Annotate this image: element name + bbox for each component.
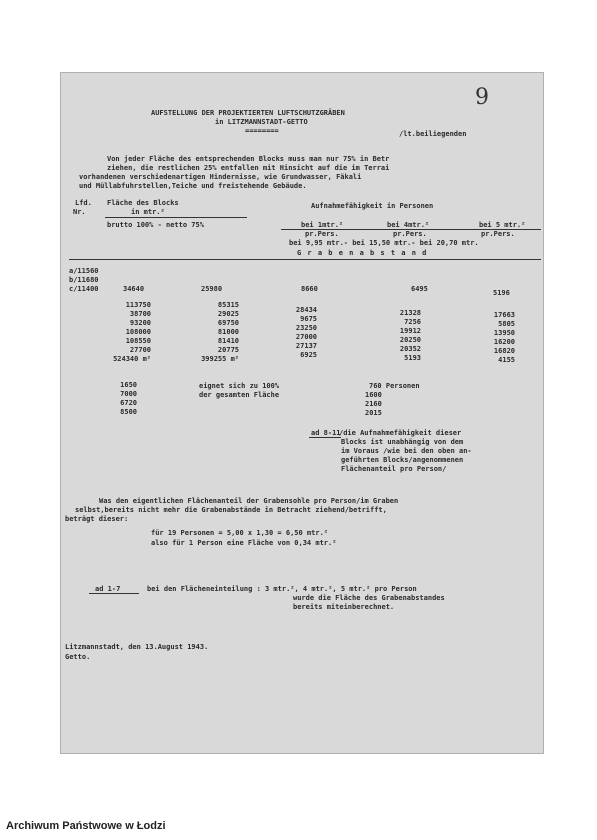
ad-1-7-underline [89,593,139,594]
col-flaeche: Fläche des Blocks [107,199,179,207]
cell: 8500 [120,408,137,416]
calc-line: Was den eigentlichen Flächenanteil der Grabensohle pro Person/im Graben [99,497,399,505]
archive-footer-bar [0,790,597,840]
persons-value: 1600 [365,391,382,399]
distance-row: bei 9,95 mtr.- bei 15,50 mtr.- bei 20,70 mtr. [289,239,479,247]
col-in-mtr: in mtr.² [131,208,165,216]
col-pr-1: pr.Pers. [305,230,339,238]
cell-c1: 8660 [301,285,318,293]
calc-line: beträgt dieser: [65,515,129,523]
row-label: b/11680 [69,276,99,284]
cell: 5193 [404,354,421,362]
cell: 108000 [125,328,151,336]
col-sub-3: bei 5 mtr.² [479,221,526,229]
archive-credit: Archiwum Państwowe w Łodzi [6,820,166,832]
title-underline: ======== [245,127,279,135]
intro-line: vorhandenen verschiedenartigen Hindernisse, wie Grundwasser, Fäkali [79,173,362,181]
intro-line: ziehen, die restlichen 25% entfallen mit Hinsicht auf die im Terrai [107,164,390,172]
ad-1-7-line: bei den Flächeneinteilung : 3 mtr.², 4 mtr.², 5 mtr.² pro Person [147,585,417,593]
header-rule [105,217,247,218]
cell: 27137 [295,342,317,350]
col-aufnahme: Aufnahmefähigkeit in Personen [311,202,434,210]
suitability-note: der gesamten Fläche [199,391,280,399]
cell: 6720 [120,399,137,407]
cell: 9675 [300,315,317,323]
column-netto [191,301,239,364]
ad-1-7-label: ad 1-7 [95,585,121,593]
cell: 17663 [493,311,515,319]
document-subtitle: in LITZMANNSTADT-GETTO [215,118,308,126]
cell-c3: 5196 [493,289,510,297]
cell: 38700 [129,310,151,318]
calc-formula: also für 1 Person eine Fläche von 0,34 mtr.² [151,539,337,547]
cell: 23250 [295,324,317,332]
document-page [60,72,544,754]
persons-value: 2015 [365,409,382,417]
cell: 93200 [129,319,151,327]
ad-8-11-line: Flächenanteil pro Person/ [341,465,447,473]
suitability-note: eignet sich zu 100% [199,382,280,390]
place-date: Litzmannstadt, den 13.August 1943. [65,643,209,651]
organization: Getto. [65,653,91,661]
persons-value: 2160 [365,400,382,408]
cell: 7256 [404,318,421,326]
row-label: c/11400 [69,285,99,293]
cell: 27700 [129,346,151,354]
cell: 19912 [399,327,421,335]
cell: 6925 [300,351,317,359]
cell: 20250 [399,336,421,344]
col-brutto-netto: brutto 100% - netto 75% [107,221,204,229]
cell: 7000 [120,390,137,398]
col-pr-3: pr.Pers. [481,230,515,238]
cell: 113750 [125,301,151,309]
ad-8-11-line: Blocks ist unabhängig von dem [341,438,464,446]
cell: 81000 [217,328,239,336]
ad-8-11-line: im Voraus /wie bei den oben an- [341,447,472,455]
col-sub-1: bei 1mtr.² [301,221,344,229]
cell: 20352 [399,345,421,353]
cell: 27000 [295,333,317,341]
col-pr-2: pr.Pers. [393,230,427,238]
column-brutto [113,301,151,364]
ad-1-7-line: wurde die Fläche des Grabenabstandes [293,594,445,602]
column-c3 [485,311,515,365]
intro-line: Von jeder Fläche des entsprechenden Blocks muss man nur 75% in Betr [107,155,390,163]
cell: 108550 [125,337,151,345]
cell: 16200 [493,338,515,346]
cell: 5805 [498,320,515,328]
header-rule [69,259,541,260]
row-label: a/11560 [69,267,99,275]
calc-line: selbst,bereits nicht mehr die Grabenabstände in Betracht ziehend/betrifft, [75,506,387,514]
col-lfd: Lfd. [75,199,92,207]
cell: 16820 [493,347,515,355]
column-c2 [391,309,421,363]
header-rule [281,229,541,230]
distance-label: G r a b e n a b s t a n d [297,249,428,257]
column-area [113,381,137,417]
cell: 69750 [217,319,239,327]
cell: 21328 [399,309,421,317]
ad-8-11-line: geführten Blocks/angenommenen [341,456,464,464]
cell: 29025 [217,310,239,318]
cell-brutto: 34640 [123,285,145,293]
intro-line: und Müllabfuhrstellen,Teiche und freistehende Gebäude. [79,182,307,190]
cell: 13950 [493,329,515,337]
persons-value: 760 Personen [369,382,420,390]
ad-8-11-underline [309,437,341,438]
ad-8-11-label: ad 8-11 [311,429,341,437]
col-nr: Nr. [73,208,86,216]
cell: 1650 [120,381,137,389]
column-c1 [287,306,317,360]
calc-formula: für 19 Personen = 5,00 x 1,30 = 6,50 mtr.² [151,529,329,537]
document-title: AUFSTELLUNG DER PROJEKTIERTEN LUFTSCHUTZGRÄBEN [151,109,345,117]
cell: 524340 m² [113,355,151,363]
cell-c2: 6495 [411,285,428,293]
ad-8-11-line: /die Aufnahmefähigkeit dieser [339,429,462,437]
cell: 20775 [217,346,239,354]
cell: 4155 [498,356,515,364]
cell: 28434 [295,306,317,314]
ad-1-7-line: bereits miteinberechnet. [293,603,395,611]
col-sub-2: bei 4mtr.² [387,221,430,229]
cell: 81410 [217,337,239,345]
cell: 85315 [217,301,239,309]
cell: 399255 m² [201,355,239,363]
reference-note: /lt.beiliegenden [399,130,467,138]
page-number: 9 [475,85,489,110]
cell-netto: 25980 [201,285,223,293]
